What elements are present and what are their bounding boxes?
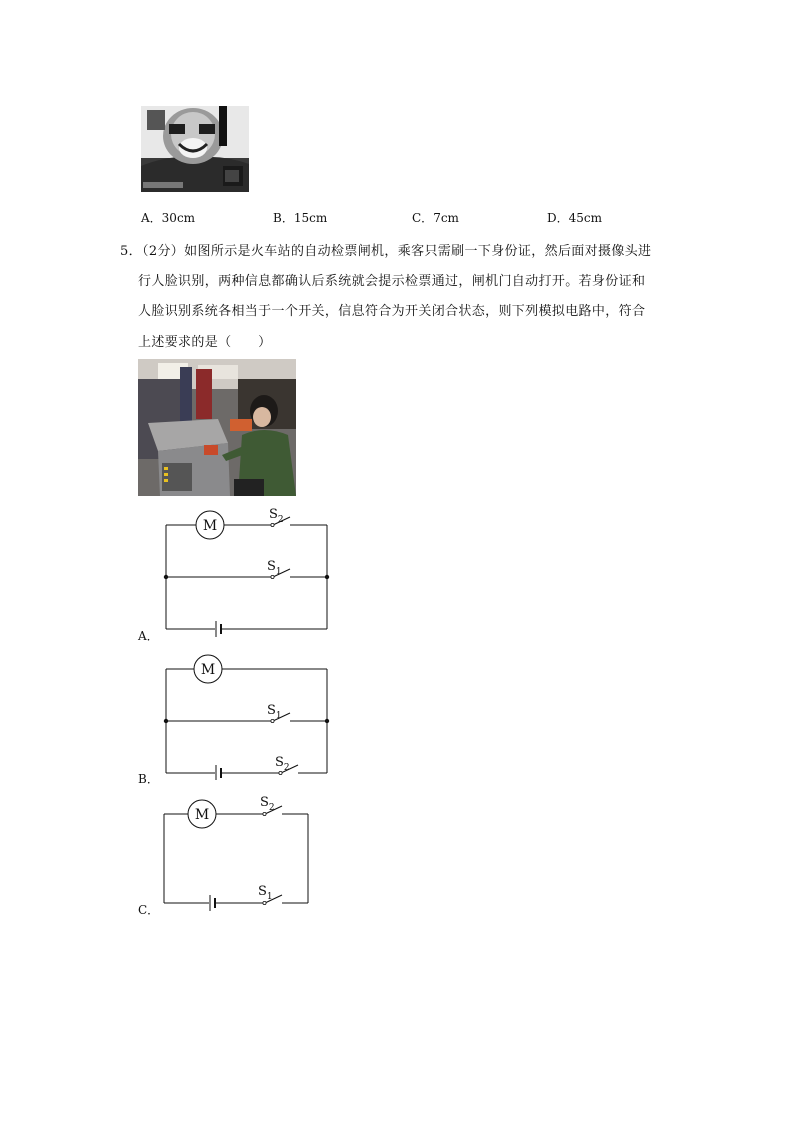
face-photo <box>141 106 249 192</box>
question-number: 5． <box>120 244 142 259</box>
switch-label: $S_2$ <box>269 507 284 525</box>
option-c: C．7cm <box>412 211 459 225</box>
battery-icon <box>216 621 221 637</box>
question-5-line-3: 人脸识别系统各相当于一个开关，信息符合为开关闭合状态，则下列模拟电路中，符合 <box>138 304 646 319</box>
switch-label: $S_1$ <box>267 703 282 721</box>
circuit-c-label: C． <box>138 903 160 917</box>
battery-icon <box>210 895 215 911</box>
motor-icon <box>196 511 224 539</box>
circuit-c <box>160 792 320 914</box>
motor-label: M <box>202 518 218 534</box>
question-5-line-1: 5．（2分）如图所示是火车站的自动检票闸机，乘客只需刷一下身份证，然后面对摄像头进 <box>120 244 652 259</box>
circuit-a-label: A． <box>138 629 159 643</box>
question-5-line-2: 行人脸识别，两种信息都确认后系统就会提示检票通过，闸机门自动打开。若身份证和 <box>138 274 646 289</box>
circuit-a <box>160 505 340 637</box>
switch-label: $S_1$ <box>258 884 273 902</box>
switch-label: $S_2$ <box>275 755 290 773</box>
option-b: B．15cm <box>273 211 328 225</box>
ticket-gate-photo <box>138 359 296 496</box>
motor-icon <box>188 800 216 828</box>
motor-label: M <box>200 662 216 678</box>
question-points: （2分） <box>141 244 185 259</box>
switch-label: $S_1$ <box>267 559 282 577</box>
circuit-b <box>160 652 340 780</box>
battery-icon <box>216 765 221 780</box>
question-5-line-4: 上述要求的是（ ） <box>138 335 272 350</box>
option-a: A．30cm <box>141 211 196 225</box>
motor-icon <box>194 655 222 683</box>
motor-label: M <box>194 807 210 823</box>
switch-label: $S_2$ <box>260 795 275 813</box>
circuit-b-label: B． <box>138 772 159 786</box>
option-d: D．45cm <box>547 211 602 225</box>
